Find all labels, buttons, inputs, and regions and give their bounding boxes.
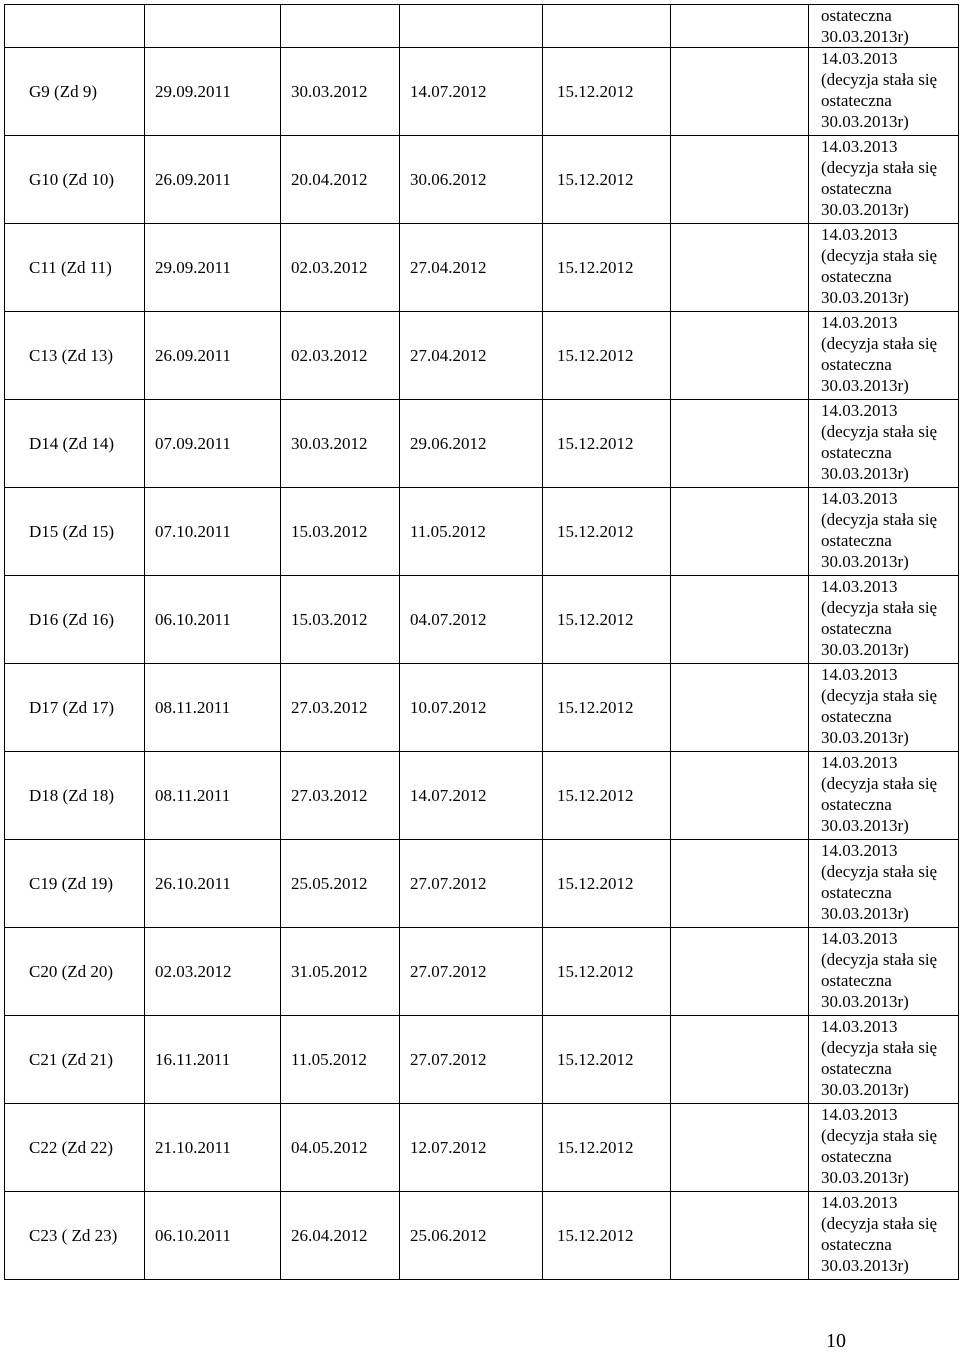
cell-name: G10 (Zd 10) bbox=[5, 136, 145, 224]
note-line: 14.03.2013 bbox=[821, 49, 898, 68]
note-line: 14.03.2013 bbox=[821, 1193, 898, 1212]
note-line: ostateczna bbox=[821, 971, 892, 990]
note-line: ostateczna bbox=[821, 91, 892, 110]
cell-date-4: 15.12.2012 bbox=[543, 136, 671, 224]
cell-date-2: 15.03.2012 bbox=[281, 576, 400, 664]
note-line: 14.03.2013 bbox=[821, 1105, 898, 1124]
note-line: (decyzja stała się bbox=[821, 510, 938, 529]
note-line: 30.03.2013r) bbox=[821, 1256, 909, 1275]
cell-name: C13 (Zd 13) bbox=[5, 312, 145, 400]
cell-name: C23 ( Zd 23) bbox=[5, 1192, 145, 1280]
table-row bbox=[5, 224, 959, 312]
cell-date-4: 15.12.2012 bbox=[543, 664, 671, 752]
cell-date-1: 21.10.2011 bbox=[145, 1104, 281, 1192]
cell-note bbox=[809, 1192, 959, 1280]
table-row bbox=[5, 664, 959, 752]
table-row bbox=[5, 928, 959, 1016]
note-line: (decyzja stała się bbox=[821, 1214, 938, 1233]
cell-date-2: 02.03.2012 bbox=[281, 224, 400, 312]
cell-note bbox=[809, 224, 959, 312]
cell-name: D18 (Zd 18) bbox=[5, 752, 145, 840]
cell-name: D17 (Zd 17) bbox=[5, 664, 145, 752]
note-line: ostateczna bbox=[821, 707, 892, 726]
cell-date-2: 30.03.2012 bbox=[281, 48, 400, 136]
cell-name: C19 (Zd 19) bbox=[5, 840, 145, 928]
table-cell-empty bbox=[671, 136, 809, 224]
note-line: 30.03.2013r) bbox=[821, 376, 909, 395]
cell-note bbox=[809, 576, 959, 664]
cell-date-4: 15.12.2012 bbox=[543, 488, 671, 576]
table-row-top-continuation bbox=[5, 5, 959, 48]
note-line: ostateczna bbox=[821, 267, 892, 286]
note-line: 14.03.2013 bbox=[821, 753, 898, 772]
cell-date-3: 25.06.2012 bbox=[400, 1192, 543, 1280]
table-cell-empty bbox=[671, 1016, 809, 1104]
table-cell-note bbox=[809, 5, 959, 48]
cell-date-3: 27.04.2012 bbox=[400, 224, 543, 312]
table-cell-empty bbox=[671, 5, 809, 48]
note-line: 30.03.2013r) bbox=[821, 464, 909, 483]
note-line: 14.03.2013 bbox=[821, 137, 898, 156]
cell-date-3: 04.07.2012 bbox=[400, 576, 543, 664]
note-line: 30.03.2013r) bbox=[821, 640, 909, 659]
cell-date-3: 12.07.2012 bbox=[400, 1104, 543, 1192]
table-cell-empty bbox=[145, 5, 281, 48]
note-line: (decyzja stała się bbox=[821, 422, 938, 441]
cell-date-4: 15.12.2012 bbox=[543, 312, 671, 400]
cell-date-2: 31.05.2012 bbox=[281, 928, 400, 1016]
note-line: 30.03.2013r) bbox=[821, 112, 909, 131]
cell-date-3: 30.06.2012 bbox=[400, 136, 543, 224]
cell-date-4: 15.12.2012 bbox=[543, 400, 671, 488]
cell-date-1: 08.11.2011 bbox=[145, 664, 281, 752]
cell-date-2: 02.03.2012 bbox=[281, 312, 400, 400]
note-line: 30.03.2013r) bbox=[821, 728, 909, 747]
cell-date-1: 26.10.2011 bbox=[145, 840, 281, 928]
table-row bbox=[5, 1016, 959, 1104]
cell-date-2: 20.04.2012 bbox=[281, 136, 400, 224]
cell-name: C11 (Zd 11) bbox=[5, 224, 145, 312]
note-line: 14.03.2013 bbox=[821, 1017, 898, 1036]
cell-date-1: 08.11.2011 bbox=[145, 752, 281, 840]
cell-date-4: 15.12.2012 bbox=[543, 1192, 671, 1280]
cell-date-3: 29.06.2012 bbox=[400, 400, 543, 488]
cell-date-2: 11.05.2012 bbox=[281, 1016, 400, 1104]
cell-note bbox=[809, 48, 959, 136]
cell-date-2: 04.05.2012 bbox=[281, 1104, 400, 1192]
cell-date-1: 16.11.2011 bbox=[145, 1016, 281, 1104]
note-line: (decyzja stała się bbox=[821, 70, 938, 89]
note-line: ostateczna bbox=[821, 1059, 892, 1078]
cell-date-4: 15.12.2012 bbox=[543, 576, 671, 664]
note-line: (decyzja stała się bbox=[821, 862, 938, 881]
decisions-table bbox=[4, 4, 959, 1280]
note-line: 30.03.2013r) bbox=[821, 200, 909, 219]
cell-date-2: 26.04.2012 bbox=[281, 1192, 400, 1280]
note-line: 30.03.2013r) bbox=[821, 904, 909, 923]
note-line: (decyzja stała się bbox=[821, 246, 938, 265]
table-cell-empty bbox=[671, 224, 809, 312]
note-line: ostateczna bbox=[821, 1147, 892, 1166]
cell-date-3: 27.07.2012 bbox=[400, 1016, 543, 1104]
table-cell-empty bbox=[671, 400, 809, 488]
table-row bbox=[5, 136, 959, 224]
cell-note bbox=[809, 664, 959, 752]
note-line: ostateczna bbox=[821, 443, 892, 462]
note-line: (decyzja stała się bbox=[821, 1126, 938, 1145]
note-line: 30.03.2013r) bbox=[821, 1080, 909, 1099]
cell-date-3: 27.07.2012 bbox=[400, 928, 543, 1016]
note-line: 30.03.2013r) bbox=[821, 288, 909, 307]
note-line: 30.03.2013r) bbox=[821, 27, 909, 46]
note-line: (decyzja stała się bbox=[821, 1038, 938, 1057]
note-line: ostateczna bbox=[821, 1235, 892, 1254]
cell-note bbox=[809, 136, 959, 224]
note-line: ostateczna bbox=[821, 619, 892, 638]
note-line: 14.03.2013 bbox=[821, 665, 898, 684]
cell-name: C22 (Zd 22) bbox=[5, 1104, 145, 1192]
cell-date-1: 06.10.2011 bbox=[145, 1192, 281, 1280]
cell-date-1: 07.10.2011 bbox=[145, 488, 281, 576]
note-line: (decyzja stała się bbox=[821, 158, 938, 177]
table-row bbox=[5, 488, 959, 576]
note-line: 14.03.2013 bbox=[821, 313, 898, 332]
cell-note bbox=[809, 1104, 959, 1192]
cell-note bbox=[809, 488, 959, 576]
cell-note bbox=[809, 1016, 959, 1104]
cell-date-1: 26.09.2011 bbox=[145, 136, 281, 224]
cell-note bbox=[809, 312, 959, 400]
table-cell-empty bbox=[281, 5, 400, 48]
note-line: 30.03.2013r) bbox=[821, 816, 909, 835]
cell-note bbox=[809, 752, 959, 840]
cell-date-1: 07.09.2011 bbox=[145, 400, 281, 488]
table-cell-empty bbox=[671, 48, 809, 136]
note-line: 14.03.2013 bbox=[821, 401, 898, 420]
cell-name: D14 (Zd 14) bbox=[5, 400, 145, 488]
cell-date-1: 29.09.2011 bbox=[145, 48, 281, 136]
cell-note bbox=[809, 840, 959, 928]
table-row bbox=[5, 752, 959, 840]
cell-date-1: 26.09.2011 bbox=[145, 312, 281, 400]
note-line: (decyzja stała się bbox=[821, 598, 938, 617]
cell-date-4: 15.12.2012 bbox=[543, 1104, 671, 1192]
table-cell-empty bbox=[5, 5, 145, 48]
cell-name: C20 (Zd 20) bbox=[5, 928, 145, 1016]
note-line: 14.03.2013 bbox=[821, 929, 898, 948]
note-line: ostateczna bbox=[821, 355, 892, 374]
cell-name: D15 (Zd 15) bbox=[5, 488, 145, 576]
cell-date-3: 14.07.2012 bbox=[400, 752, 543, 840]
table-row bbox=[5, 576, 959, 664]
note-line: (decyzja stała się bbox=[821, 774, 938, 793]
cell-date-1: 29.09.2011 bbox=[145, 224, 281, 312]
page-number: 10 bbox=[826, 1330, 846, 1352]
note-line: 14.03.2013 bbox=[821, 489, 898, 508]
note-line: (decyzja stała się bbox=[821, 686, 938, 705]
cell-date-4: 15.12.2012 bbox=[543, 1016, 671, 1104]
table-row bbox=[5, 1192, 959, 1280]
cell-date-2: 15.03.2012 bbox=[281, 488, 400, 576]
note-line: ostateczna bbox=[821, 179, 892, 198]
note-line: 14.03.2013 bbox=[821, 225, 898, 244]
table-cell-empty bbox=[671, 576, 809, 664]
table-cell-empty bbox=[400, 5, 543, 48]
cell-date-1: 06.10.2011 bbox=[145, 576, 281, 664]
table-row bbox=[5, 400, 959, 488]
cell-date-4: 15.12.2012 bbox=[543, 224, 671, 312]
note-line: 14.03.2013 bbox=[821, 841, 898, 860]
cell-note bbox=[809, 928, 959, 1016]
table-cell-empty bbox=[671, 312, 809, 400]
note-line: 30.03.2013r) bbox=[821, 552, 909, 571]
cell-date-2: 30.03.2012 bbox=[281, 400, 400, 488]
cell-date-1: 02.03.2012 bbox=[145, 928, 281, 1016]
cell-date-2: 27.03.2012 bbox=[281, 664, 400, 752]
cell-date-3: 27.04.2012 bbox=[400, 312, 543, 400]
note-line: ostateczna bbox=[821, 795, 892, 814]
table-row bbox=[5, 48, 959, 136]
table-row bbox=[5, 1104, 959, 1192]
cell-date-2: 25.05.2012 bbox=[281, 840, 400, 928]
note-line: (decyzja stała się bbox=[821, 950, 938, 969]
cell-note bbox=[809, 400, 959, 488]
table-cell-empty bbox=[671, 664, 809, 752]
cell-date-3: 14.07.2012 bbox=[400, 48, 543, 136]
table-cell-empty bbox=[671, 752, 809, 840]
note-line: 14.03.2013 bbox=[821, 577, 898, 596]
table-cell-empty bbox=[671, 1104, 809, 1192]
note-line: (decyzja stała się bbox=[821, 334, 938, 353]
cell-name: G9 (Zd 9) bbox=[5, 48, 145, 136]
cell-name: D16 (Zd 16) bbox=[5, 576, 145, 664]
note-line: 30.03.2013r) bbox=[821, 1168, 909, 1187]
note-line: 30.03.2013r) bbox=[821, 992, 909, 1011]
cell-date-4: 15.12.2012 bbox=[543, 752, 671, 840]
cell-date-4: 15.12.2012 bbox=[543, 928, 671, 1016]
note-line: ostateczna bbox=[821, 6, 892, 25]
cell-date-3: 11.05.2012 bbox=[400, 488, 543, 576]
table-row bbox=[5, 840, 959, 928]
table-cell-empty bbox=[671, 928, 809, 1016]
note-line: ostateczna bbox=[821, 883, 892, 902]
cell-date-4: 15.12.2012 bbox=[543, 48, 671, 136]
note-line: ostateczna bbox=[821, 531, 892, 550]
table-cell-empty bbox=[543, 5, 671, 48]
table-cell-empty bbox=[671, 1192, 809, 1280]
cell-name: C21 (Zd 21) bbox=[5, 1016, 145, 1104]
table-cell-empty bbox=[671, 488, 809, 576]
cell-date-3: 27.07.2012 bbox=[400, 840, 543, 928]
cell-date-2: 27.03.2012 bbox=[281, 752, 400, 840]
table-row bbox=[5, 312, 959, 400]
table-cell-empty bbox=[671, 840, 809, 928]
cell-date-4: 15.12.2012 bbox=[543, 840, 671, 928]
cell-date-3: 10.07.2012 bbox=[400, 664, 543, 752]
